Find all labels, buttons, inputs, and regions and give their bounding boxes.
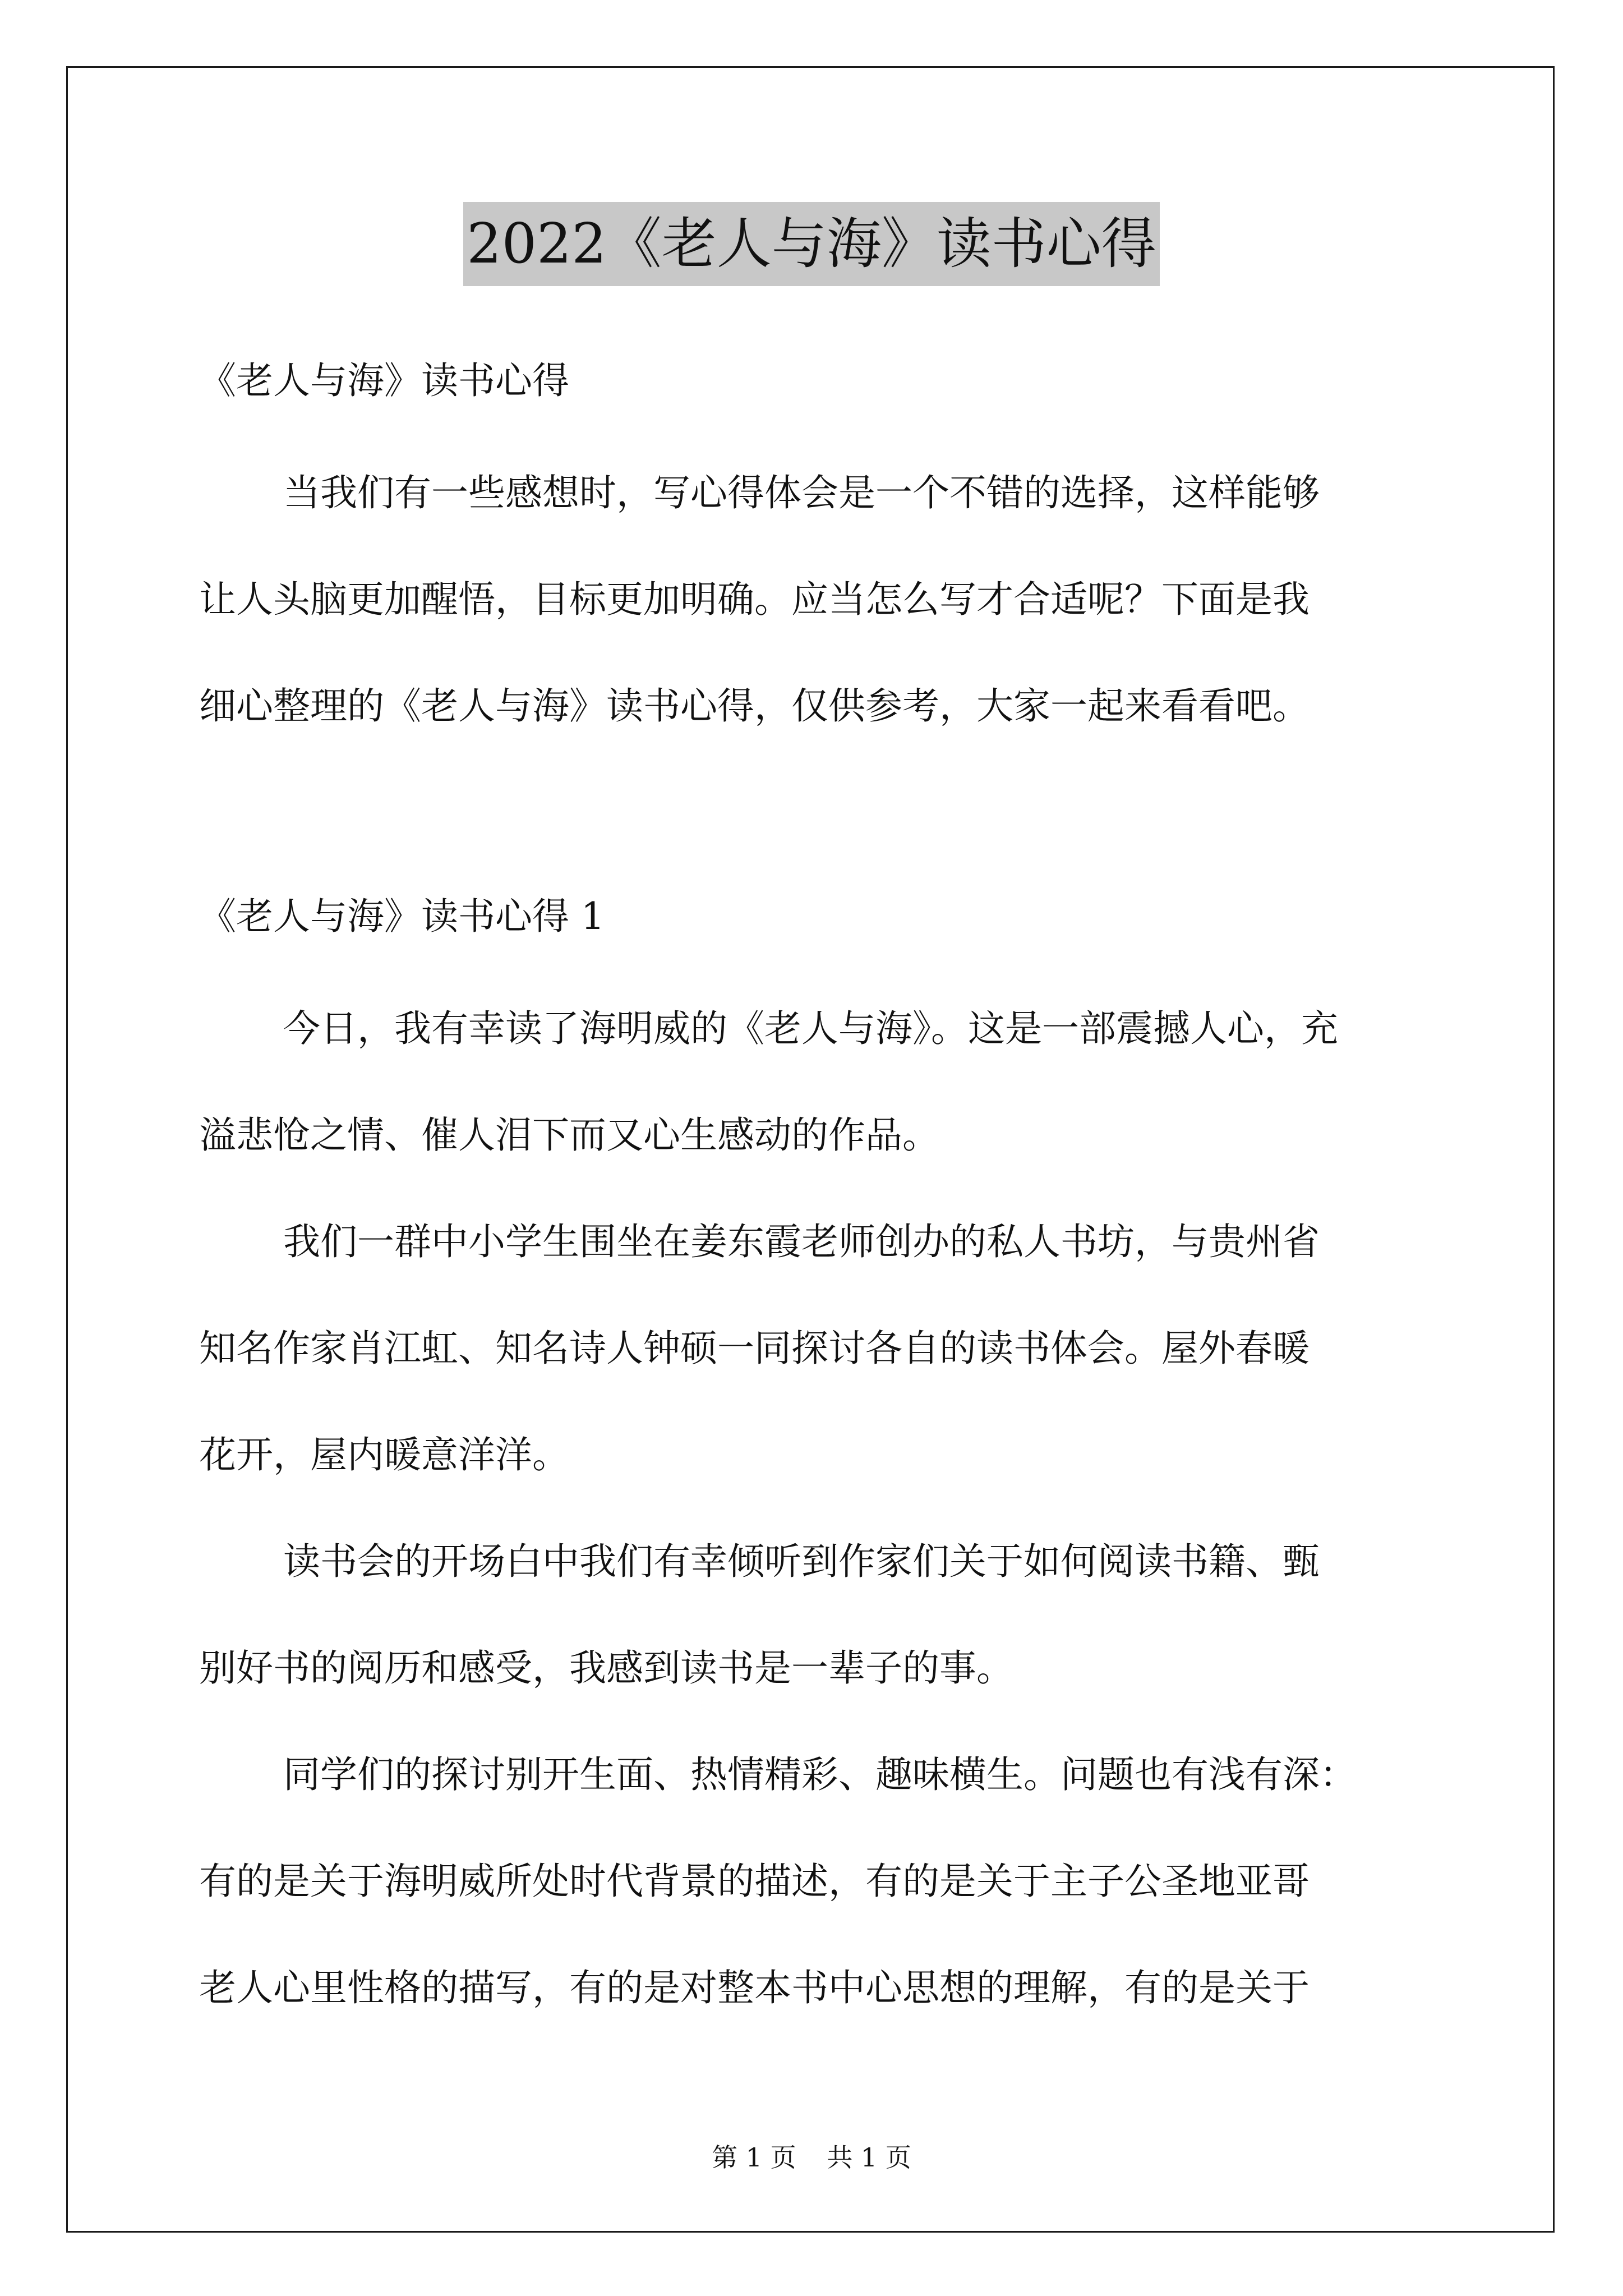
- paragraph-line: 同学们的探讨别开生面、热情精彩、趣味横生。问题也有浅有深：: [283, 1753, 1357, 1796]
- paragraph-line: 我们一群中小学生围坐在姜东霞老师创办的私人书坊，与贵州省: [283, 1220, 1320, 1263]
- paragraph-line: 读书会的开场白中我们有幸倾听到作家们关于如何阅读书籍、甄: [283, 1540, 1320, 1583]
- paragraph-line: 别好书的阅历和感受，我感到读书是一辈子的事。: [199, 1646, 1013, 1690]
- page-number: 第 1 页: [712, 2142, 796, 2173]
- paragraph-line: 溢悲怆之情、催人泪下而又心生感动的作品。: [199, 1114, 939, 1157]
- page-total: 共 1 页: [827, 2142, 911, 2173]
- paragraph-line: 老人心里性格的描写，有的是对整本书中心思想的理解，有的是关于: [199, 1966, 1310, 2009]
- title-container: [0, 202, 1623, 286]
- page-footer: [0, 2137, 1623, 2174]
- document-subtitle: 《老人与海》读书心得: [199, 359, 569, 402]
- paragraph-line: 有的是关于海明威所处时代背景的描述，有的是关于主子公圣地亚哥: [199, 1860, 1310, 1903]
- paragraph-line: 知名作家肖江虹、知名诗人钟硕一同探讨各自的读书体会。屋外春暖: [199, 1327, 1310, 1370]
- section-heading: 《老人与海》读书心得 1: [199, 895, 605, 938]
- intro-line: 当我们有一些感想时，写心得体会是一个不错的选择，这样能够: [283, 471, 1320, 514]
- intro-line: 让人头脑更加醒悟，目标更加明确。应当怎么写才合适呢？下面是我: [199, 578, 1310, 621]
- paragraph-line: 今日，我有幸读了海明威的《老人与海》。这是一部震撼人心，充: [283, 1007, 1338, 1050]
- document-title: 2022《老人与海》读书心得: [463, 202, 1159, 286]
- intro-line: 细心整理的《老人与海》读书心得，仅供参考，大家一起来看看吧。: [199, 684, 1310, 728]
- paragraph-line: 花开，屋内暖意洋洋。: [199, 1433, 569, 1476]
